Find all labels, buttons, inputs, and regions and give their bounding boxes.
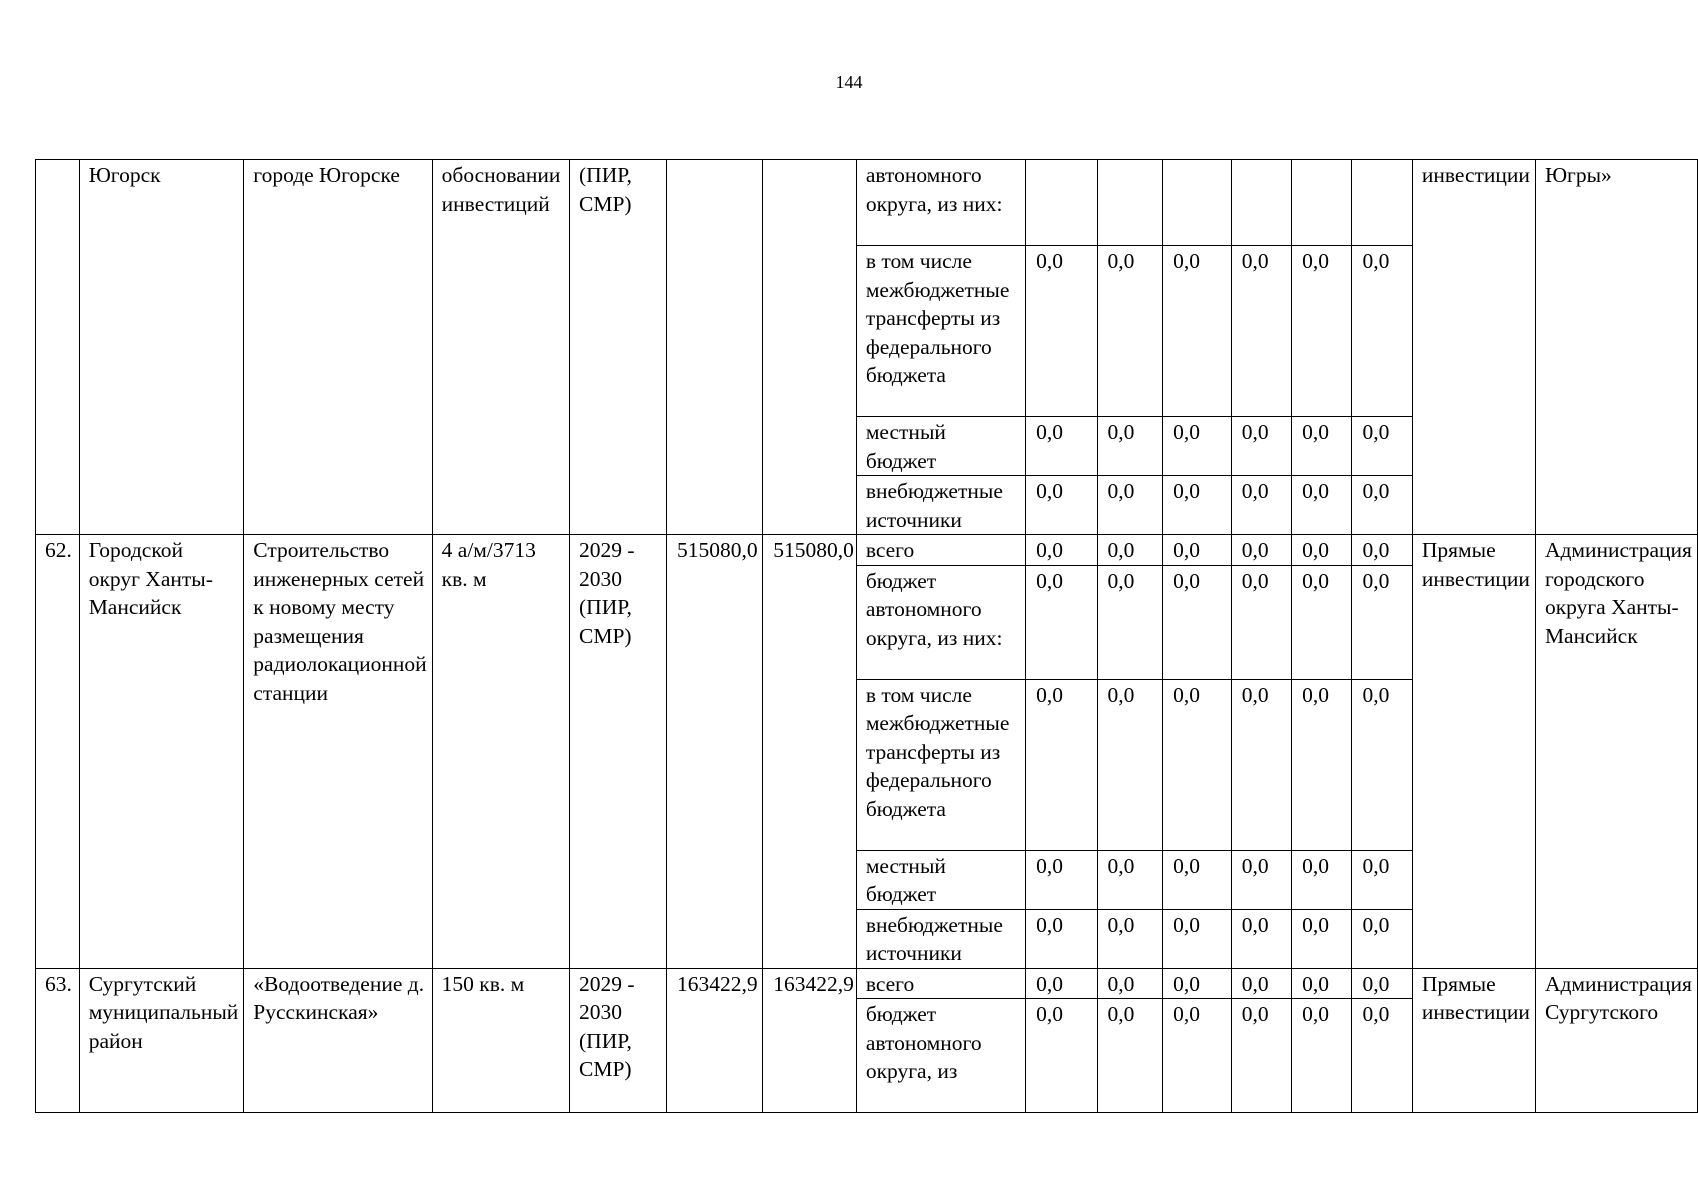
- value-cell: 0,0: [1292, 535, 1352, 566]
- object-name-cell: городе Югорске: [244, 160, 432, 535]
- mechanism-cell: Прямые инвестиции: [1412, 535, 1535, 969]
- value-cell: 0,0: [1026, 565, 1097, 679]
- value-cell: 0,0: [1026, 968, 1097, 999]
- municipality-cell: Сургутский муниципальный район: [79, 968, 244, 1113]
- value-cell: 0,0: [1026, 850, 1097, 909]
- value-cell: 0,0: [1163, 999, 1232, 1113]
- value-cell: 0,0: [1163, 679, 1232, 850]
- value-cell: 0,0: [1352, 850, 1412, 909]
- value-cell: 0,0: [1163, 246, 1232, 417]
- funding-source-cell: в том числе межбюджетные трансферты из федерального бюджета: [856, 679, 1025, 850]
- value-cell: 0,0: [1097, 999, 1163, 1113]
- funding-source-cell: внебюджетные источники: [856, 476, 1025, 535]
- capacity-cell: 150 кв. м: [432, 968, 569, 1113]
- value-cell: 0,0: [1292, 565, 1352, 679]
- value-cell: 0,0: [1292, 850, 1352, 909]
- project-number: [36, 160, 80, 535]
- value-cell: 0,0: [1026, 679, 1097, 850]
- value-cell: 0,0: [1097, 909, 1163, 968]
- period-cell: (ПИР, СМР): [570, 160, 667, 535]
- object-name-cell: «Водоотведение д. Русскинская»: [244, 968, 432, 1113]
- value-cell: 0,0: [1026, 909, 1097, 968]
- mechanism-cell: Прямые инвестиции: [1412, 968, 1535, 1113]
- value-cell: 0,0: [1231, 417, 1291, 476]
- period-cell: 2029 - 2030 (ПИР, СМР): [570, 535, 667, 969]
- value-cell: 0,0: [1231, 850, 1291, 909]
- responsible-cell: Администрация городского округа Ханты-Мансийск: [1535, 535, 1697, 969]
- value-cell: 0,0: [1026, 535, 1097, 566]
- value-cell: 0,0: [1352, 909, 1412, 968]
- value-cell: 0,0: [1163, 968, 1232, 999]
- object-name-cell: Строительство инженерных сетей к новому месту размещения радиолокационной станции: [244, 535, 432, 969]
- funding-source-cell: бюджет автономного округа, из них:: [856, 565, 1025, 679]
- value-cell: 0,0: [1292, 968, 1352, 999]
- period-cell: 2029 - 2030 (ПИР, СМР): [570, 968, 667, 1113]
- page-number: 144: [835, 72, 863, 92]
- value-cell: 0,0: [1352, 246, 1412, 417]
- funding-source-cell: автономного округа, из них:: [856, 160, 1025, 246]
- cost-cell: 163422,9: [667, 968, 763, 1113]
- responsible-cell: Югры»: [1535, 160, 1697, 535]
- value-cell: 0,0: [1292, 417, 1352, 476]
- responsible-cell: Администрация Сургутского: [1535, 968, 1697, 1113]
- value-cell: [1231, 160, 1291, 246]
- value-cell: 0,0: [1352, 679, 1412, 850]
- capacity-cell: 4 а/м/3713 кв. м: [432, 535, 569, 969]
- value-cell: [1352, 160, 1412, 246]
- value-cell: 0,0: [1163, 909, 1232, 968]
- value-cell: 0,0: [1231, 246, 1291, 417]
- value-cell: [1026, 160, 1097, 246]
- value-cell: 0,0: [1097, 246, 1163, 417]
- value-cell: 0,0: [1231, 679, 1291, 850]
- remaining-cost-cell: [763, 160, 857, 535]
- project-number: 63.: [36, 968, 80, 1113]
- value-cell: 0,0: [1097, 417, 1163, 476]
- investment-projects-table: [35, 159, 1698, 1113]
- value-cell: 0,0: [1163, 476, 1232, 535]
- funding-source-cell: всего: [856, 968, 1025, 999]
- remaining-cost-cell: 163422,9: [763, 968, 857, 1113]
- value-cell: 0,0: [1097, 850, 1163, 909]
- value-cell: 0,0: [1097, 679, 1163, 850]
- value-cell: 0,0: [1352, 535, 1412, 566]
- funding-source-cell: местный бюджет: [856, 417, 1025, 476]
- value-cell: 0,0: [1163, 850, 1232, 909]
- value-cell: 0,0: [1292, 999, 1352, 1113]
- funding-source-cell: в том числе межбюджетные трансферты из федерального бюджета: [856, 246, 1025, 417]
- value-cell: 0,0: [1231, 999, 1291, 1113]
- value-cell: 0,0: [1352, 565, 1412, 679]
- table-row: [36, 968, 1698, 999]
- value-cell: 0,0: [1231, 535, 1291, 566]
- value-cell: [1097, 160, 1163, 246]
- value-cell: [1292, 160, 1352, 246]
- municipality-cell: Городской округ Ханты-Мансийск: [79, 535, 244, 969]
- funding-source-cell: всего: [856, 535, 1025, 566]
- project-number: 62.: [36, 535, 80, 969]
- value-cell: 0,0: [1231, 909, 1291, 968]
- cost-cell: [667, 160, 763, 535]
- value-cell: 0,0: [1026, 417, 1097, 476]
- value-cell: 0,0: [1352, 417, 1412, 476]
- table-row: [36, 160, 1698, 246]
- value-cell: 0,0: [1231, 565, 1291, 679]
- value-cell: 0,0: [1097, 535, 1163, 566]
- value-cell: 0,0: [1231, 968, 1291, 999]
- value-cell: 0,0: [1097, 968, 1163, 999]
- value-cell: 0,0: [1292, 476, 1352, 535]
- value-cell: 0,0: [1163, 535, 1232, 566]
- remaining-cost-cell: 515080,0: [763, 535, 857, 969]
- value-cell: 0,0: [1163, 565, 1232, 679]
- capacity-cell: обосновании инвестиций: [432, 160, 569, 535]
- funding-source-cell: бюджет автономного округа, из: [856, 999, 1025, 1113]
- value-cell: [1163, 160, 1232, 246]
- municipality-cell: Югорск: [79, 160, 244, 535]
- value-cell: 0,0: [1026, 476, 1097, 535]
- value-cell: 0,0: [1292, 679, 1352, 850]
- value-cell: 0,0: [1026, 999, 1097, 1113]
- value-cell: 0,0: [1352, 999, 1412, 1113]
- value-cell: 0,0: [1352, 476, 1412, 535]
- value-cell: 0,0: [1231, 476, 1291, 535]
- table-row: [36, 535, 1698, 566]
- value-cell: 0,0: [1026, 246, 1097, 417]
- funding-source-cell: внебюджетные источники: [856, 909, 1025, 968]
- value-cell: 0,0: [1097, 565, 1163, 679]
- value-cell: 0,0: [1292, 909, 1352, 968]
- value-cell: 0,0: [1097, 476, 1163, 535]
- mechanism-cell: инвестиции: [1412, 160, 1535, 535]
- value-cell: 0,0: [1352, 968, 1412, 999]
- value-cell: 0,0: [1292, 246, 1352, 417]
- cost-cell: 515080,0: [667, 535, 763, 969]
- value-cell: 0,0: [1163, 417, 1232, 476]
- funding-source-cell: местный бюджет: [856, 850, 1025, 909]
